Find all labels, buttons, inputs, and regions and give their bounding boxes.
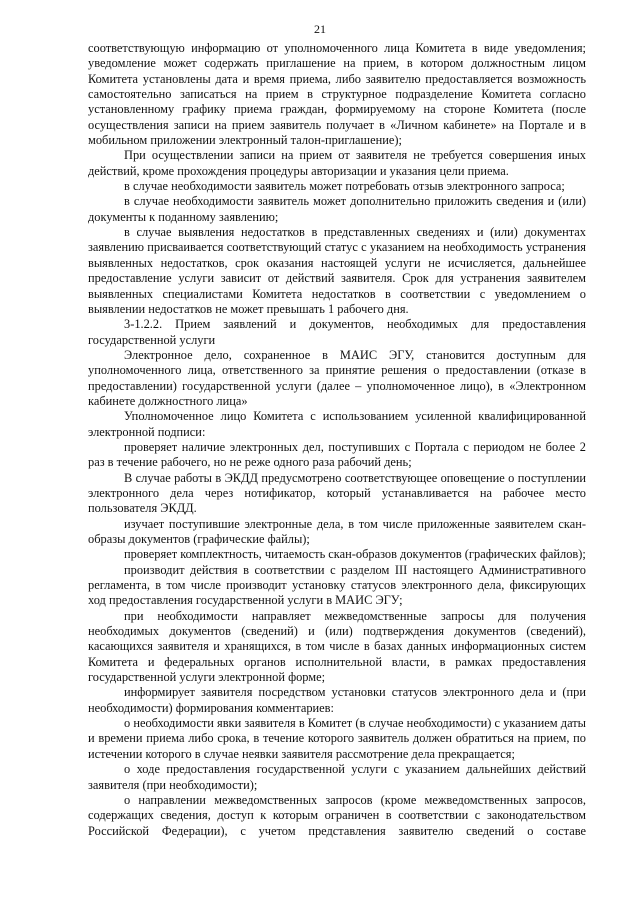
paragraph: Уполномоченное лицо Комитета с использованием усиленной квалифицированной электронной подписи: <box>88 409 586 439</box>
paragraph: соответствующую информацию от уполномоченного лица Комитета в виде уведомления; уведомление может содержать приглашение на прием, в котором должностным лицом Комитета установлены дата и время приема, либо заявителю предоставляется возможность самостоятельно записаться на прием в структурное подразделение Комитета согласно установленному графику приема граждан, формируемому на стороне Комитета (после осуществления записи на прием заявитель получает в «Личном кабинете» на Портале и в мобильном приложении электронный талон-приглашение); <box>88 41 586 148</box>
paragraph: при необходимости направляет межведомственные запросы для получения необходимых документов (сведений) и (или) подтверждения документов (сведений), касающихся заявителя и хранящихся, в том числе в базах данных информационных систем Комитета и федеральных органов исполнительной власти, в рамках предоставления государственной услуги электронной форме; <box>88 608 586 685</box>
paragraph: о необходимости явки заявителя в Комитет (в случае необходимости) с указанием даты и времени приема либо срока, в течение которого заявитель должен обратиться на прием, по истечении которого в случае неявки заявителя рассмотрение дела прекращается; <box>88 716 586 761</box>
paragraph: производит действия в соответствии с разделом III настоящего Административного регламента, в том числе производит установку статусов электронного дела, фиксирующих ход предоставления государственной услуги в МАИС ЭГУ; <box>88 562 586 608</box>
paragraph: проверяет наличие электронных дел, поступивших с Портала с периодом не более 2 раз в течение рабочего, но не реже одного раза рабочий день; <box>88 439 586 470</box>
paragraph: проверяет комплектность, читаемость скан-образов документов (графических файлов); <box>124 547 586 562</box>
paragraph: о направлении межведомственных запросов (кроме межведомственных запросов, содержащих сведения, доступ к которым ограничен в соответствии с законодательством Российской Федерации), с учетом представления заявителю сведений о составе <box>88 792 586 838</box>
paragraph: в случае необходимости заявитель может дополнительно приложить сведения и (или) документы к поданному заявлению; <box>88 194 586 224</box>
paragraph: При осуществлении записи на прием от заявителя не требуется совершения иных действий, кроме прохождения процедуры авторизации и указания цели приема. <box>88 148 586 178</box>
paragraph: Электронное дело, сохраненное в МАИС ЭГУ, становится доступным для уполномоченного лица, ответственного за принятие решения о предоставлении (отказе в предоставлении) государственной услуги (далее – уполномоченное лицо), в «Электронном кабинете должностного лица» <box>88 347 586 408</box>
paragraph: изучает поступившие электронные дела, в том числе приложенные заявителем скан-образы документов (графические файлы); <box>88 516 586 546</box>
paragraph: информирует заявителя посредством установки статусов электронного дела и (при необходимости) формирования комментариев: <box>88 685 586 715</box>
body-text <box>88 41 586 839</box>
paragraph: о ходе предоставления государственной услуги с указанием дальнейших действий заявителя (при необходимости); <box>88 762 586 792</box>
page-number: 21 <box>314 22 326 36</box>
paragraph: в случае выявления недостатков в представленных сведениях и (или) документах заявлению присваивается соответствующий статус с указанием на необходимость устранения выявленных недостатков, срок оказания настоящей услуги не исчисляется, дальнейшее предоставление услуги зависит от действий заявителя. Срок для устранения заявителем выявленных специалистами Комитета недостатков в соответствии с уведомлением о выявлении недостатков не может превышать 1 рабочего дня. <box>88 225 586 316</box>
paragraph: в случае необходимости заявитель может потребовать отзыв электронного запроса; <box>124 179 565 194</box>
paragraph: 3-1.2.2. Прием заявлений и документов, необходимых для предоставления государственной услуги <box>88 317 586 347</box>
paragraph: В случае работы в ЭКДД предусмотрено соответствующее оповещение о поступлении электронного дела через нотификатор, который устанавливается на рабочее место пользователя ЭКДД. <box>88 470 586 516</box>
